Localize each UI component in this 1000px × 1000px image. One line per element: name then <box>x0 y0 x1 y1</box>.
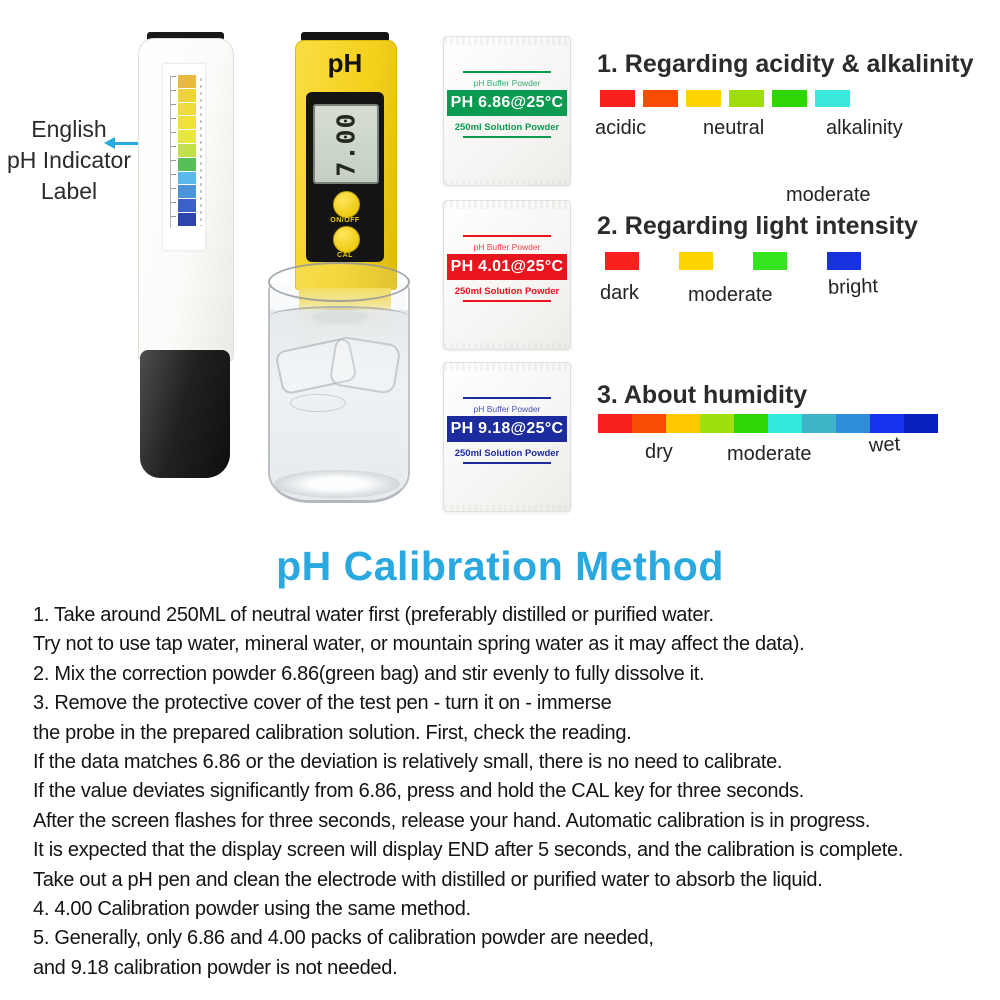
legend-humidity-heading: 3. About humidity <box>597 381 808 409</box>
sachet-header: pH Buffer Powder <box>473 404 541 414</box>
ph-color-scale <box>178 75 196 226</box>
sachet-footer: 250ml Solution Powder <box>454 448 560 459</box>
legend-label-moderate: moderate <box>688 284 773 306</box>
legend-label-wet: wet <box>868 433 901 457</box>
ph-scale-color <box>178 130 196 143</box>
color-swatch <box>679 252 713 270</box>
sachet-header: pH Buffer Powder <box>473 242 541 252</box>
meter-front-panel <box>306 92 384 262</box>
annotation-line: English <box>31 116 107 142</box>
buffer-sachet-918 <box>443 362 571 512</box>
annotation-line: Label <box>40 178 98 204</box>
legend-floating-moderate: moderate <box>786 184 871 206</box>
power-button-label: ON/OFF <box>330 217 360 224</box>
ph-color-chart-label <box>162 63 206 251</box>
pen-bottom-cap <box>140 350 230 478</box>
color-swatch <box>827 252 861 270</box>
legend-acidity-heading: 1. Regarding acidity & alkalinity <box>597 50 974 78</box>
sachet-rule <box>463 300 551 302</box>
instruction-line: If the data matches 6.86 or the deviation is relatively small, there is no need to calibrate. <box>33 751 783 774</box>
color-swatch <box>815 90 850 107</box>
color-swatch <box>772 90 807 107</box>
legend-label-moderate: moderate <box>727 443 812 465</box>
ph-indicator-pen <box>138 32 234 480</box>
legend-light-swatches <box>605 252 861 270</box>
legend-humidity-bar <box>598 414 938 433</box>
sachet-band: PH 4.01@25°C <box>447 254 567 280</box>
sachet-rule <box>463 71 551 73</box>
sachet-rule <box>463 397 551 399</box>
submerged-probe-shadow <box>312 310 368 324</box>
legend-label-alkalinity: alkalinity <box>826 117 903 139</box>
legend-acidity-swatches <box>600 90 850 107</box>
chart-tick-marks <box>170 76 176 228</box>
instruction-line: 3. Remove the protective cover of the test pen - turn it on - immerse <box>33 692 612 715</box>
cal-button <box>333 226 360 253</box>
buffer-sachet-401 <box>443 200 571 350</box>
color-swatch <box>605 252 639 270</box>
color-swatch <box>870 414 904 433</box>
instruction-line: 2. Mix the correction powder 6.86(green bag) and stir evenly to fully dissolve it. <box>33 662 705 685</box>
ph-scale-color <box>178 213 196 226</box>
sachet-rule <box>463 462 551 464</box>
color-swatch <box>598 414 632 433</box>
legend-label-bright: bright <box>827 275 879 299</box>
color-swatch <box>836 414 870 433</box>
color-swatch <box>700 414 734 433</box>
page-title: pH Calibration Method <box>276 543 724 589</box>
instruction-line: 4. 4.00 Calibration powder using the same method. <box>33 898 471 921</box>
ph-scale-color <box>178 89 196 102</box>
sachet-rule <box>463 136 551 138</box>
sachet-band: PH 6.86@25°C <box>447 90 567 116</box>
ph-meter <box>295 32 395 352</box>
instruction-line: the probe in the prepared calibration solution. First, check the reading. <box>33 721 632 744</box>
color-swatch <box>734 414 768 433</box>
ph-scale-color <box>178 158 196 171</box>
sachet-band: PH 9.18@25°C <box>447 416 567 442</box>
instruction-line: 1. Take around 250ML of neutral water first (preferably distilled or purified water. <box>33 604 714 626</box>
ph-scale-color <box>178 144 196 157</box>
color-swatch <box>643 90 678 107</box>
color-swatch <box>768 414 802 433</box>
annotation-line: pH Indicator <box>6 147 131 173</box>
ph-scale-color <box>178 185 196 198</box>
instruction-line: After the screen flashes for three seconds, release your hand. Automatic calibration is in progress. <box>33 809 871 832</box>
instruction-line: and 9.18 calibration powder is not needed. <box>33 956 398 979</box>
sachet-footer: 250ml Solution Powder <box>454 122 560 133</box>
color-swatch <box>666 414 700 433</box>
sachet-header: pH Buffer Powder <box>473 78 541 88</box>
instruction-line: It is expected that the display screen will display END after 5 seconds, and the calibration is complete. <box>33 839 904 862</box>
color-swatch <box>729 90 764 107</box>
legend-light-heading: 2. Regarding light intensity <box>597 212 918 240</box>
chart-fine-print <box>200 78 202 226</box>
ph-scale-color <box>178 199 196 212</box>
pen-body <box>138 38 234 362</box>
ph-scale-color <box>178 103 196 116</box>
color-swatch <box>753 252 787 270</box>
color-swatch <box>632 414 666 433</box>
meter-brand-text: pH <box>327 48 363 78</box>
glass-rim <box>268 262 410 302</box>
power-button <box>333 191 360 218</box>
color-swatch <box>904 414 938 433</box>
color-swatch <box>802 414 836 433</box>
instruction-line: If the value deviates significantly from 6.86, press and hold the CAL key for three seconds. <box>33 780 804 803</box>
buffer-sachet-686 <box>443 36 571 186</box>
ph-scale-color <box>178 75 196 88</box>
lcd-reading: 7.00 <box>331 111 361 177</box>
ph-scale-color <box>178 172 196 185</box>
instruction-line: Try not to use tap water, mineral water, or mountain spring water as it may affect the data). <box>33 633 805 656</box>
legend-label-dry: dry <box>645 441 673 463</box>
instructions-block <box>33 601 993 983</box>
legend-label-dark: dark <box>600 282 639 304</box>
lcd-display <box>313 104 379 184</box>
ph-scale-color <box>178 116 196 129</box>
instruction-line: Take out a pH pen and clean the electrode with distilled or purified water to absorb the liquid. <box>33 868 823 891</box>
legend-label-neutral: neutral <box>703 117 765 139</box>
legend-label-acidic: acidic <box>595 117 647 139</box>
cal-button-label: CAL <box>337 252 353 259</box>
sachet-footer: 250ml Solution Powder <box>454 286 560 297</box>
sachet-rule <box>463 235 551 237</box>
color-swatch <box>600 90 635 107</box>
instruction-line: 5. Generally, only 6.86 and 4.00 packs of calibration powder are needed, <box>33 927 654 950</box>
color-swatch <box>686 90 721 107</box>
pen-annotation <box>0 114 138 207</box>
